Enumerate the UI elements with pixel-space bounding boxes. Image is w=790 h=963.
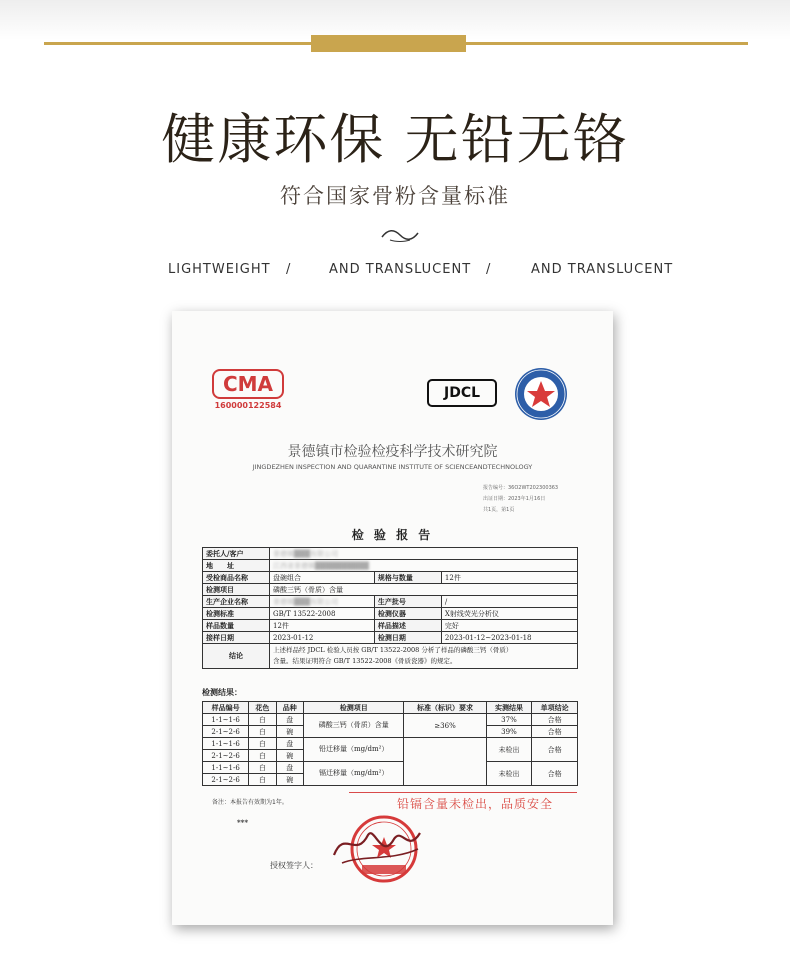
- cma-logo: [212, 369, 284, 413]
- table-row: [203, 560, 578, 572]
- table-row: [203, 632, 578, 644]
- row-color: 白: [249, 738, 276, 750]
- signer-label: 授权签字人：: [270, 861, 318, 870]
- client-label: 委托人/客户: [203, 548, 270, 560]
- instrument-value: X射线荧光分析仪: [441, 608, 577, 620]
- row-color: 白: [249, 762, 276, 774]
- batch-label: 生产批号: [374, 596, 441, 608]
- stars-mark: ***: [237, 818, 248, 827]
- requirement-empty: [404, 738, 486, 786]
- spec-label: 规格与数量: [374, 572, 441, 584]
- row-conclusion: 合格: [532, 762, 578, 786]
- row-kind: 盘: [276, 762, 303, 774]
- validity-note: 备注：本报告有效期为1年。: [212, 799, 288, 806]
- cma-number: 160000122584: [214, 401, 282, 410]
- standard-value: GB/T 13522-2008: [270, 608, 375, 620]
- header-requirement: 标准（标识）要求: [404, 702, 486, 714]
- standard-label: 检测标准: [203, 608, 270, 620]
- recv-value: 2023-01-12: [270, 632, 375, 644]
- item-value: 磷酸三钙（骨质）含量: [270, 584, 578, 596]
- header-kind: 品种: [276, 702, 303, 714]
- official-red-seal-icon: [322, 809, 432, 889]
- institute-name-en: JINGDEZHEN INSPECTION AND QUARANTINE INSTITUTE OF SCIENCEANDTECHNOLOGY: [252, 463, 533, 471]
- row-conclusion: 合格: [532, 738, 578, 762]
- address-label: 地 址: [203, 560, 270, 572]
- jdcl-logo: JDCL: [427, 379, 497, 407]
- issue-date: 出证日期：2023年1月16日: [483, 496, 546, 502]
- row-color: 白: [249, 714, 276, 726]
- row-color: 白: [249, 774, 276, 786]
- row-conclusion: 合格: [532, 714, 578, 726]
- red-underline: [349, 792, 577, 793]
- desc-label: 样品描述: [374, 620, 441, 632]
- item-label: 检测项目: [203, 584, 270, 596]
- conclusion-line-1: 上述样品经 JDCL 检验人员按 GB/T 13522-2008 分析了样品的磷酸三钙（骨质）: [273, 646, 513, 654]
- conclusion-value: [270, 644, 578, 669]
- report-meta: [483, 483, 558, 516]
- row-color: 白: [249, 750, 276, 762]
- page-subtitle: 符合国家骨粉含量标准: [280, 184, 510, 208]
- swirl-ornament-icon: [380, 226, 420, 244]
- row-sample-id: 1-1~1-6: [203, 762, 249, 774]
- test-value: 2023-01-12~2023-01-18: [441, 632, 577, 644]
- table-row: [203, 584, 578, 596]
- gold-divider-bar: [311, 35, 466, 52]
- safety-annotation: 铅镉含量未检出，品质安全: [397, 797, 554, 811]
- report-title: 检 验 报 告: [351, 528, 434, 542]
- header-item: 检测项目: [303, 702, 403, 714]
- page-count: 共1页，第1页: [483, 507, 515, 513]
- results-table: [202, 701, 578, 786]
- ceramic-inspection-badge-icon: [513, 366, 569, 422]
- spec-value: 12件: [441, 572, 577, 584]
- desc-value: 完好: [441, 620, 577, 632]
- tag-sep-2: /: [486, 262, 492, 277]
- report-number: 报告编号：36O2WT202300363: [483, 485, 559, 491]
- table-row: [203, 548, 578, 560]
- recv-label: 接样日期: [203, 632, 270, 644]
- row-sample-id: 1-1~1-6: [203, 738, 249, 750]
- row-kind: 盘: [276, 738, 303, 750]
- row-sample-id: 2-1~2-6: [203, 750, 249, 762]
- inspection-report: [172, 311, 613, 925]
- header-color: 花色: [249, 702, 276, 714]
- cma-logo-text: CMA: [212, 369, 284, 399]
- sample-value: 盘碗组合: [270, 572, 375, 584]
- conclusion-line-2: 含量。结果证明符合 GB/T 13522-2008《骨质瓷器》的规定。: [273, 657, 457, 665]
- page-title: 健康环保 无铅无铬: [161, 108, 629, 171]
- address-value: 江西省景德镇██████████: [270, 560, 578, 572]
- row-conclusion: 合格: [532, 726, 578, 738]
- tag-2: AND TRANSLUCENT: [329, 262, 472, 277]
- count-value: 12件: [270, 620, 375, 632]
- table-row: [203, 596, 578, 608]
- table-row: [203, 644, 578, 669]
- requirement-value: ≥36%: [404, 714, 486, 738]
- table-row: [203, 620, 578, 632]
- table-row: [203, 714, 578, 726]
- count-label: 样品数量: [203, 620, 270, 632]
- table-row: [203, 738, 578, 750]
- batch-value: /: [441, 596, 577, 608]
- tag-sep-1: /: [286, 262, 292, 277]
- row-sample-id: 1-1~1-6: [203, 714, 249, 726]
- report-info-table: [202, 547, 578, 669]
- tag-3: AND TRANSLUCENT: [531, 262, 674, 277]
- header-conclusion: 单项结论: [532, 702, 578, 714]
- item-lead: 铅迁移量（mg/dm²）: [303, 738, 403, 762]
- row-kind: 盘: [276, 714, 303, 726]
- row-color: 白: [249, 726, 276, 738]
- table-row: [203, 572, 578, 584]
- results-label: 检测结果：: [202, 687, 242, 697]
- measured-value: 未检出: [486, 762, 532, 786]
- maker-value: 景德镇███有限公司: [270, 596, 375, 608]
- header-sample-id: 样品编号: [203, 702, 249, 714]
- row-kind: 碗: [276, 726, 303, 738]
- results-header-row: [203, 702, 578, 714]
- row-kind: 碗: [276, 750, 303, 762]
- conclusion-label: 结论: [203, 644, 270, 669]
- measured-value: 39%: [486, 726, 532, 738]
- item-phosphate: 磷酸三钙（骨质）含量: [303, 714, 403, 738]
- tag-1: LIGHTWEIGHT: [168, 262, 271, 277]
- tagline: [0, 262, 790, 282]
- client-value: 景德镇███有限公司: [270, 548, 578, 560]
- maker-label: 生产企业名称: [203, 596, 270, 608]
- institute-name-cn: 景德镇市检验检疫科学技术研究院: [287, 444, 498, 460]
- table-row: [203, 608, 578, 620]
- row-kind: 碗: [276, 774, 303, 786]
- test-label: 检测日期: [374, 632, 441, 644]
- top-fade: [0, 0, 790, 40]
- instrument-label: 检测仪器: [374, 608, 441, 620]
- row-sample-id: 2-1~2-6: [203, 774, 249, 786]
- measured-value: 37%: [486, 714, 532, 726]
- header-measured: 实测结果: [486, 702, 532, 714]
- sample-label: 受检商品名称: [203, 572, 270, 584]
- row-sample-id: 2-1~2-6: [203, 726, 249, 738]
- table-row: [203, 762, 578, 774]
- measured-value: 未检出: [486, 738, 532, 762]
- item-cadmium: 镉迁移量（mg/dm²）: [303, 762, 403, 786]
